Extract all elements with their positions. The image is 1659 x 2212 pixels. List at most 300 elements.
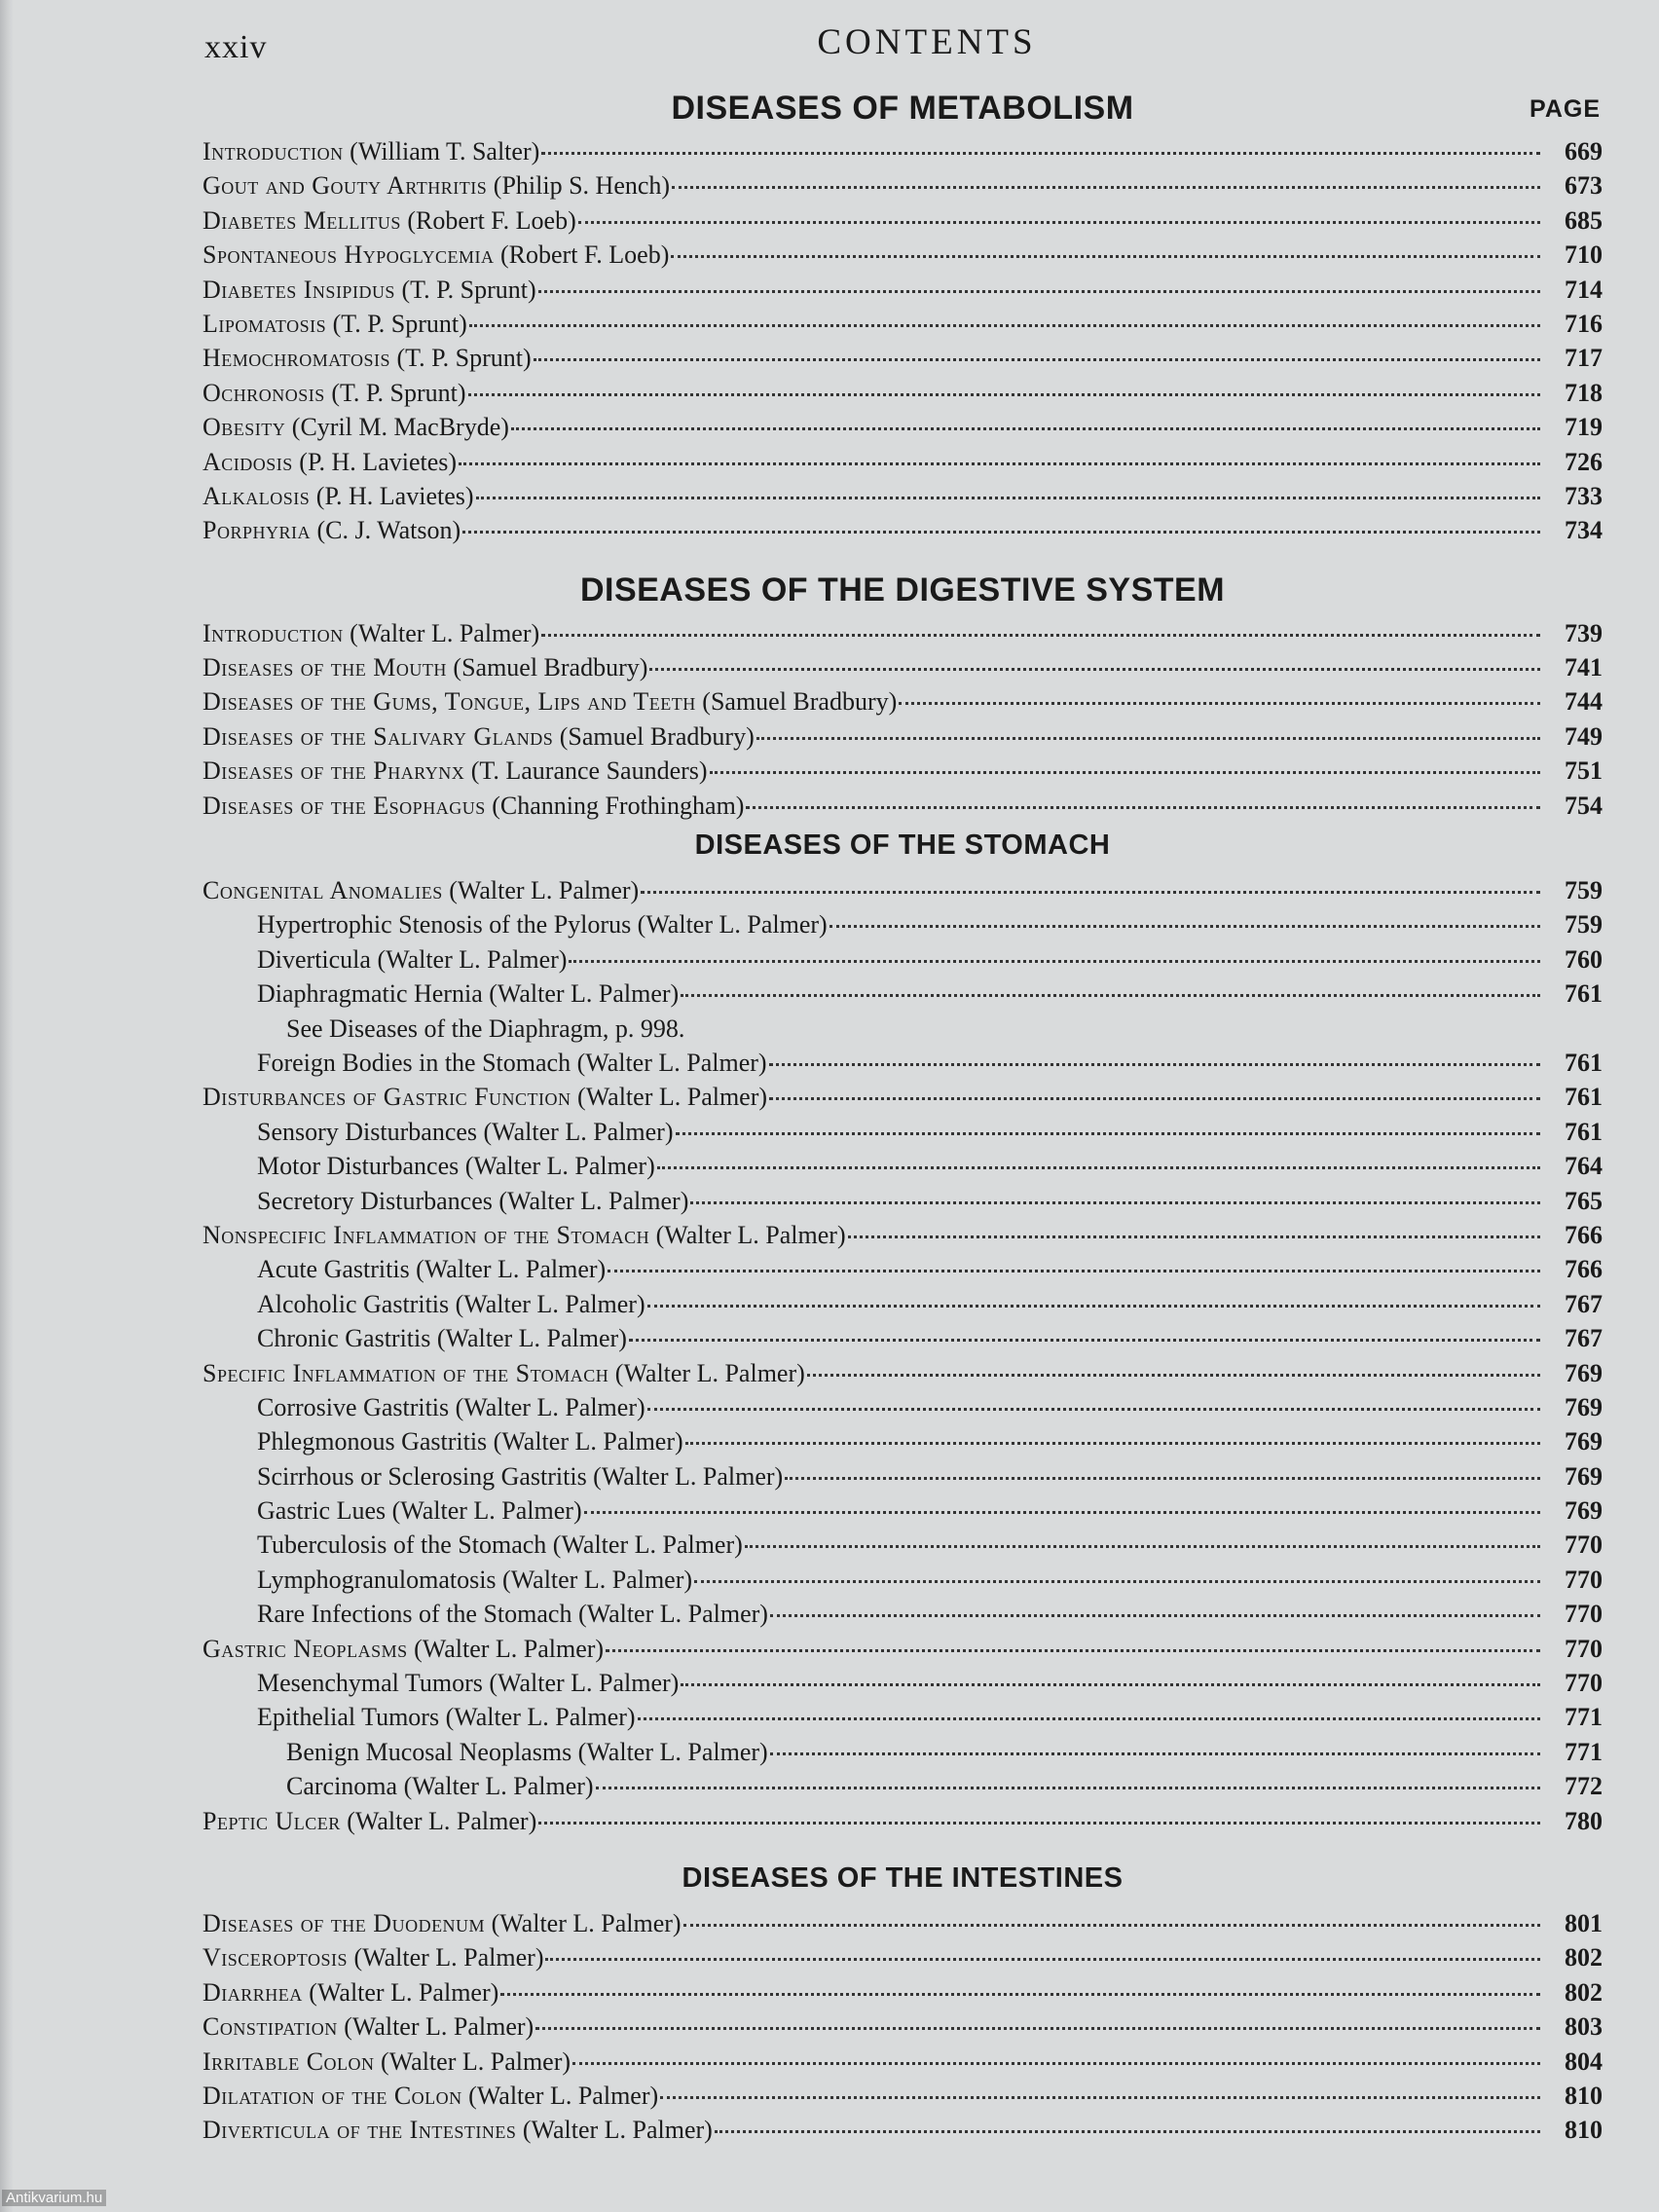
page-number: 739 (1565, 618, 1603, 647)
page-number: 766 (1565, 1220, 1603, 1249)
dot-leader (690, 1200, 1540, 1204)
dot-leader (469, 323, 1540, 327)
page-number: 744 (1565, 687, 1603, 717)
entry-author: (Philip S. Hench) (487, 171, 671, 201)
page-number: 718 (1565, 378, 1603, 407)
entry-author: Lymphogranulomatosis (Walter L. Palmer) (257, 1565, 693, 1594)
entry-author: (Walter L. Palmer) (340, 1806, 537, 1835)
dot-leader (638, 1716, 1540, 1720)
toc-entry (203, 238, 1603, 272)
toc-entry (203, 1287, 1603, 1321)
dot-leader (606, 1648, 1540, 1652)
dot-leader (649, 667, 1540, 671)
dot-leader (848, 1235, 1540, 1238)
dot-leader (541, 633, 1540, 637)
entry-title (257, 1700, 636, 1734)
toc-entry (203, 1390, 1603, 1424)
entry-author: Tuberculosis of the Stomach (Walter L. Palmer) (257, 1530, 743, 1560)
entry-title (203, 445, 457, 479)
entry-heading-smallcaps: Ochronosis (203, 378, 325, 407)
entry-heading-smallcaps: Hemochromatosis (203, 344, 390, 373)
dot-leader (538, 289, 1540, 293)
entry-title (257, 1424, 683, 1458)
entry-heading-smallcaps: Obesity (203, 413, 286, 442)
page-number: 759 (1565, 876, 1603, 905)
dot-leader (629, 1338, 1540, 1342)
page-number: 669 (1565, 137, 1603, 166)
entry-author: (T. P. Sprunt) (326, 309, 467, 338)
toc-entry (203, 873, 1603, 907)
toc-entry (203, 1459, 1603, 1493)
dot-leader (694, 1579, 1540, 1583)
toc-entry (203, 1218, 1603, 1252)
toc-entry (203, 410, 1603, 444)
page-number: 769 (1565, 1461, 1603, 1491)
page-number: 719 (1565, 413, 1603, 442)
toc-entry (203, 134, 1603, 168)
page-number: 803 (1565, 2012, 1603, 2042)
entry-heading-smallcaps: Gout and Gouty Arthritis (203, 171, 488, 201)
dot-leader (572, 2061, 1540, 2065)
entry-author: Benign Mucosal Neoplasms (Walter L. Palmer) (286, 1737, 768, 1766)
page-number: 770 (1565, 1530, 1603, 1560)
entry-title (257, 907, 828, 941)
toc-entry (203, 1115, 1603, 1149)
page-number: 801 (1565, 1908, 1603, 1937)
toc-entry (203, 1080, 1603, 1114)
entry-heading-smallcaps: Diabetes Insipidus (203, 275, 395, 304)
entry-title (257, 1321, 627, 1355)
dot-leader (785, 1476, 1540, 1480)
entry-author: (P. H. Lavietes) (310, 481, 474, 510)
entry-title (286, 1735, 768, 1769)
entry-title (203, 789, 744, 823)
toc-entry (203, 1424, 1603, 1458)
entry-title (203, 1975, 498, 2009)
entry-author: Chronic Gastritis (Walter L. Palmer) (257, 1324, 627, 1353)
dot-leader (584, 1510, 1540, 1514)
dot-leader (608, 1269, 1540, 1272)
entry-author: (Walter L. Palmer) (516, 2116, 713, 2145)
page-number: 771 (1565, 1703, 1603, 1732)
entry-heading-smallcaps: Congenital Anomalies (203, 876, 443, 905)
page-number: 765 (1565, 1186, 1603, 1215)
entry-heading-smallcaps: Diseases of the Salivary Glands (203, 721, 554, 751)
entry-title (203, 2009, 534, 2044)
entry-author: (T. P. Sprunt) (389, 344, 532, 373)
toc-entry (203, 942, 1603, 977)
entry-title (257, 1115, 674, 1149)
page-number: 772 (1565, 1772, 1603, 1801)
page-number: 771 (1565, 1737, 1603, 1766)
dot-leader (596, 1786, 1540, 1789)
dot-leader (746, 805, 1540, 809)
entry-heading-smallcaps: Introduction (203, 618, 344, 647)
entry-author: (William T. Salter) (343, 137, 540, 166)
entry-heading-smallcaps: Diabetes Mellitus (203, 205, 401, 235)
dot-leader (647, 1407, 1540, 1411)
entry-author: Mesenchymal Tumors (Walter L. Palmer) (257, 1669, 680, 1698)
page-number: 810 (1565, 2116, 1603, 2145)
entry-author: (Channing Frothingham) (485, 791, 745, 820)
entry-author: (Walter L. Palmer) (461, 2081, 659, 2110)
entry-title (257, 1459, 783, 1493)
entry-heading-smallcaps: Diseases of the Mouth (203, 653, 447, 682)
entry-author: (Samuel Bradbury) (695, 687, 898, 717)
toc-entry (203, 1666, 1603, 1700)
section-heading: DISEASES OF METABOLISM (671, 90, 1134, 127)
page-number: 769 (1565, 1496, 1603, 1526)
entry-title (257, 1493, 582, 1528)
dot-leader (660, 2095, 1540, 2099)
entry-title (203, 719, 755, 754)
page-number: 770 (1565, 1634, 1603, 1663)
toc-entry (203, 513, 1603, 547)
entry-author: Hypertrophic Stenosis of the Pylorus (Walter L. Palmer) (257, 910, 828, 940)
entry-title (203, 513, 461, 547)
entry-title (203, 1940, 543, 1974)
entry-title (257, 1252, 606, 1286)
toc-entry (203, 754, 1603, 788)
toc-entry (203, 2009, 1603, 2044)
page-number: 804 (1565, 2046, 1603, 2076)
entry-author: (Walter L. Palmer) (337, 2012, 535, 2042)
entry-author: (T. P. Sprunt) (324, 378, 466, 407)
dot-leader (641, 890, 1540, 894)
section-heading: DISEASES OF THE DIGESTIVE SYSTEM (579, 571, 1226, 608)
entry-heading-smallcaps: Peptic Ulcer (203, 1806, 341, 1835)
entry-heading-smallcaps: Diseases of the Duodenum (203, 1908, 486, 1937)
entry-author: (Walter L. Palmer) (608, 1358, 805, 1387)
page-number: 802 (1565, 1977, 1603, 2007)
page-number: 716 (1565, 309, 1603, 338)
entry-author: (Robert F. Loeb) (494, 240, 670, 270)
entry-title (286, 1769, 594, 1803)
entry-author: (Samuel Bradbury) (446, 653, 648, 682)
toc-entry (203, 1735, 1603, 1769)
page-number: 802 (1565, 1943, 1603, 1972)
entry-title (203, 873, 639, 907)
toc-entry (203, 376, 1603, 410)
toc-entry (203, 977, 1603, 1011)
toc-entry (203, 341, 1603, 375)
toc-entry (203, 203, 1603, 238)
entry-heading-smallcaps: Introduction (203, 137, 344, 166)
toc-entry (203, 273, 1603, 307)
entry-author: Sensory Disturbances (Walter L. Palmer) (257, 1117, 674, 1146)
entry-heading-smallcaps: Porphyria (203, 516, 311, 545)
entry-title (257, 1046, 767, 1080)
toc-entry (203, 2113, 1603, 2147)
dot-leader (657, 1165, 1540, 1169)
entry-author: (P. H. Lavietes) (292, 447, 458, 476)
entry-author: (Walter L. Palmer) (374, 2046, 571, 2076)
entry-author: (Walter L. Palmer) (407, 1634, 605, 1663)
table-of-contents (203, 82, 1603, 2148)
page-edge-shadow (0, 0, 14, 2212)
entry-title (203, 2113, 713, 2147)
dot-leader (541, 151, 1540, 155)
entry-title (257, 942, 567, 977)
entry-title (203, 650, 647, 684)
toc-entry (203, 1906, 1603, 1940)
page-number: 767 (1565, 1289, 1603, 1318)
page-number: 754 (1565, 791, 1603, 820)
dot-leader (676, 1131, 1540, 1135)
entry-heading-smallcaps: Alkalosis (203, 481, 311, 510)
dot-leader (756, 736, 1540, 740)
entry-author: Foreign Bodies in the Stomach (Walter L. Palmer) (257, 1048, 767, 1077)
entry-heading-smallcaps: Diseases of the Pharynx (203, 756, 465, 786)
dot-leader (681, 1682, 1540, 1686)
toc-entry (203, 445, 1603, 479)
entry-title (203, 1632, 604, 1666)
section-heading: DISEASES OF THE STOMACH (694, 830, 1111, 862)
page-number: 769 (1565, 1358, 1603, 1387)
toc-entry (203, 1597, 1603, 1631)
toc-entry (203, 1940, 1603, 1974)
page-number: 726 (1565, 447, 1603, 476)
entry-title (257, 1149, 655, 1183)
entry-heading-smallcaps: Specific Inflammation of the Stomach (203, 1358, 609, 1387)
entry-author: Epithelial Tumors (Walter L. Palmer) (257, 1703, 636, 1732)
entry-heading-smallcaps: Acidosis (203, 447, 293, 476)
page-number: 759 (1565, 910, 1603, 940)
entry-author: Corrosive Gastritis (Walter L. Palmer) (257, 1392, 645, 1421)
toc-entry (203, 2079, 1603, 2113)
toc-entry (203, 1184, 1603, 1218)
entry-author: Scirrhous or Sclerosing Gastritis (Walter L. Palmer) (257, 1461, 784, 1491)
entry-title (203, 410, 509, 444)
entry-heading-smallcaps: Diarrhea (203, 1977, 303, 2007)
entry-heading-smallcaps: Constipation (203, 2012, 338, 2042)
dot-leader (830, 924, 1540, 928)
page-number: 770 (1565, 1669, 1603, 1698)
entry-heading-smallcaps: Spontaneous Hypoglycemia (203, 240, 495, 270)
entry-heading-smallcaps: Dilatation of the Colon (203, 2081, 462, 2110)
entry-title (203, 1356, 805, 1390)
dot-leader (769, 1096, 1540, 1100)
dot-leader (807, 1373, 1540, 1377)
toc-entry (203, 1632, 1603, 1666)
folio: xxiv (204, 29, 268, 65)
toc-entry (203, 1321, 1603, 1355)
page-number: 764 (1565, 1152, 1603, 1181)
entry-author: Diverticula (Walter L. Palmer) (257, 944, 568, 974)
running-title: CONTENTS (817, 22, 1037, 62)
entry-author: Rare Infections of the Stomach (Walter L. Palmer) (257, 1600, 768, 1629)
entry-title (257, 1390, 645, 1424)
page-number: 733 (1565, 481, 1603, 510)
page-number: 760 (1565, 944, 1603, 974)
toc-entry (203, 1046, 1603, 1080)
dot-leader (538, 1821, 1540, 1825)
dot-leader (899, 701, 1540, 705)
entry-title (203, 1218, 846, 1252)
entry-heading-smallcaps: Disturbances of Gastric Function (203, 1083, 571, 1112)
dot-leader (681, 993, 1540, 997)
entry-title (257, 977, 679, 1011)
toc-entry (203, 479, 1603, 513)
dot-leader (769, 1062, 1540, 1066)
dot-leader (715, 2129, 1540, 2133)
dot-leader (647, 1304, 1540, 1308)
toc-entry (203, 1252, 1603, 1286)
entry-heading-smallcaps: Irritable Colon (203, 2046, 375, 2076)
entry-title (257, 1528, 743, 1562)
page-number: 751 (1565, 756, 1603, 786)
cross-reference-note: See Diseases of the Diaphragm, p. 998. (286, 1014, 685, 1043)
toc-entry (203, 1975, 1603, 2009)
toc-entry (203, 1700, 1603, 1734)
page-number: 710 (1565, 240, 1603, 270)
toc-entry (203, 2045, 1603, 2079)
toc-entry (203, 684, 1603, 719)
entry-title (203, 1906, 682, 1940)
page-number: 780 (1565, 1806, 1603, 1835)
dot-leader (534, 357, 1540, 361)
section-heading: DISEASES OF THE INTESTINES (682, 1862, 1124, 1894)
entry-title (203, 168, 670, 203)
entry-title (203, 1080, 767, 1114)
entry-heading-smallcaps: Nonspecific Inflammation of the Stomach (203, 1220, 650, 1249)
entry-title (203, 341, 532, 375)
page-number: 714 (1565, 275, 1603, 304)
dot-leader (459, 461, 1540, 465)
page-number: 761 (1565, 1117, 1603, 1146)
dot-leader (476, 496, 1540, 499)
entry-title (203, 754, 708, 788)
running-head (0, 21, 1659, 80)
entry-title (257, 1184, 688, 1218)
entry-title (257, 1666, 679, 1700)
toc-entry (203, 789, 1603, 823)
toc-entry (203, 307, 1603, 341)
entry-title (203, 376, 466, 410)
entry-heading-smallcaps: Diverticula of the Intestines (203, 2116, 517, 2145)
entry-title (203, 238, 669, 272)
page-number: 766 (1565, 1255, 1603, 1284)
entry-title (203, 2045, 571, 2079)
toc-entry (203, 1493, 1603, 1528)
entry-title (203, 273, 536, 307)
entry-author: (C. J. Watson) (310, 516, 461, 545)
entry-heading-smallcaps: Visceroptosis (203, 1943, 348, 1972)
entry-author: (Walter L. Palmer) (649, 1220, 846, 1249)
entry-heading-smallcaps: Diseases of the Gums, Tongue, Lips and Teeth (203, 687, 696, 717)
dot-leader (462, 530, 1540, 534)
entry-author: (Walter L. Palmer) (347, 1943, 544, 1972)
entry-author: (Walter L. Palmer) (343, 618, 540, 647)
entry-author: Secretory Disturbances (Walter L. Palmer) (257, 1186, 689, 1215)
dot-leader (770, 1613, 1540, 1617)
entry-title (203, 307, 467, 341)
entry-title (203, 616, 539, 650)
page-number: 770 (1565, 1565, 1603, 1594)
entry-author: (Robert F. Loeb) (400, 205, 576, 235)
page-number: 685 (1565, 205, 1603, 235)
dot-leader (770, 1751, 1540, 1755)
entry-title (203, 479, 474, 513)
page-number: 761 (1565, 979, 1603, 1009)
page-number: 767 (1565, 1324, 1603, 1353)
page-column-label: PAGE (1530, 95, 1601, 123)
dot-leader (683, 1923, 1540, 1927)
dot-leader (671, 254, 1540, 258)
page-number: 770 (1565, 1600, 1603, 1629)
page-number: 761 (1565, 1083, 1603, 1112)
entry-heading-smallcaps: Diseases of the Esophagus (203, 791, 486, 820)
page-number: 761 (1565, 1048, 1603, 1077)
entry-title (203, 134, 539, 168)
entry-author: (Samuel Bradbury) (553, 721, 755, 751)
toc-entry (203, 1149, 1603, 1183)
page-number: 749 (1565, 721, 1603, 751)
page-number: 741 (1565, 653, 1603, 682)
entry-author: (Walter L. Palmer) (302, 1977, 499, 2007)
entry-author: (Walter L. Palmer) (442, 876, 640, 905)
entry-title (257, 1597, 768, 1631)
entry-author: Motor Disturbances (Walter L. Palmer) (257, 1152, 655, 1181)
entry-title (203, 2079, 658, 2113)
entry-title (257, 1563, 692, 1597)
entry-title (203, 684, 897, 719)
toc-entry (203, 1563, 1603, 1597)
entry-author: Acute Gastritis (Walter L. Palmer) (257, 1255, 607, 1284)
dot-leader (500, 1992, 1540, 1996)
toc-entry (203, 650, 1603, 684)
entry-title (203, 203, 576, 238)
watermark: Antikvarium.hu (2, 2190, 106, 2206)
entry-author: (T. Laurance Saunders) (464, 756, 708, 786)
page-number: 673 (1565, 171, 1603, 201)
toc-entry (203, 1769, 1603, 1803)
toc-entry (203, 1356, 1603, 1390)
dot-leader (685, 1441, 1540, 1445)
toc-entry (203, 1528, 1603, 1562)
page-number: 734 (1565, 516, 1603, 545)
dot-leader (468, 392, 1540, 396)
entry-author: Gastric Lues (Walter L. Palmer) (257, 1496, 582, 1526)
page-number: 810 (1565, 2081, 1603, 2110)
toc-entry (203, 907, 1603, 941)
toc-entry (203, 616, 1603, 650)
entry-author: Carcinoma (Walter L. Palmer) (286, 1772, 594, 1801)
entry-author: Phlegmonous Gastritis (Walter L. Palmer) (257, 1427, 683, 1456)
dot-leader (672, 185, 1540, 189)
entry-author: (T. P. Sprunt) (394, 275, 536, 304)
entry-author: Diaphragmatic Hernia (Walter L. Palmer) (257, 979, 680, 1009)
entry-author: (Walter L. Palmer) (485, 1908, 682, 1937)
dot-leader (745, 1544, 1540, 1548)
dot-leader (545, 1957, 1540, 1961)
dot-leader (569, 959, 1540, 963)
entry-title (257, 1287, 645, 1321)
page-number: 769 (1565, 1427, 1603, 1456)
toc-entry (203, 719, 1603, 754)
dot-leader (710, 770, 1540, 774)
entry-author: (Cyril M. MacBryde) (285, 413, 509, 442)
entry-heading-smallcaps: Gastric Neoplasms (203, 1634, 408, 1663)
dot-leader (535, 2026, 1540, 2030)
dot-leader (578, 220, 1540, 224)
page-number: 769 (1565, 1392, 1603, 1421)
entry-heading-smallcaps: Lipomatosis (203, 309, 327, 338)
entry-author: (Walter L. Palmer) (571, 1083, 768, 1112)
page-number: 717 (1565, 344, 1603, 373)
toc-entry (203, 168, 1603, 203)
entry-title (203, 1804, 536, 1838)
